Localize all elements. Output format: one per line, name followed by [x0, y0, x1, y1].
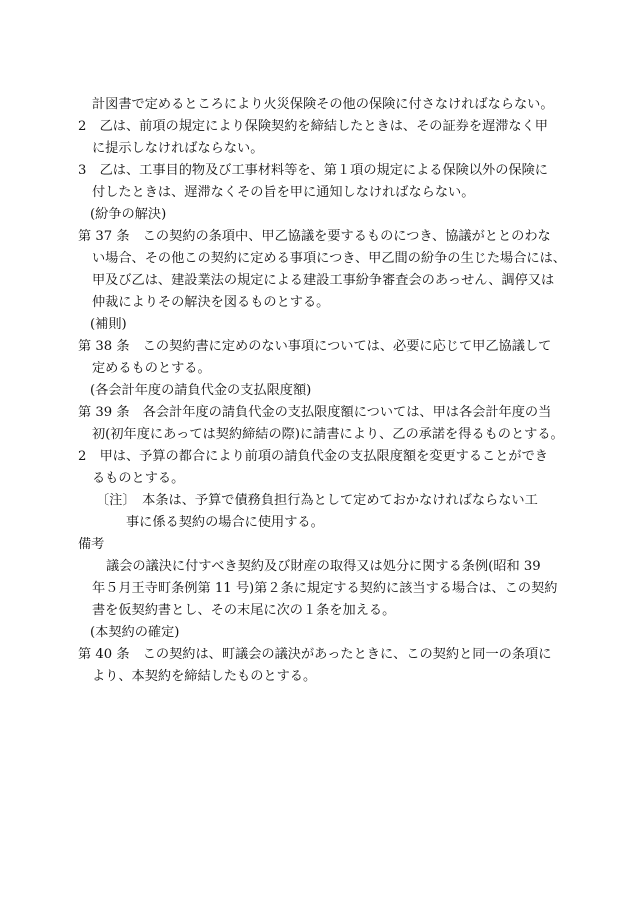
section-heading: (補則) — [90, 317, 127, 332]
text-line: 仲裁によりその解決を図るものとする。 — [92, 295, 330, 310]
article-line: 第 40 条 この契約は、町議会の議決があったときに、この契約と同一の条項に — [78, 647, 552, 662]
text-line: 初(初年度にあっては契約締結の際)に請書により、乙の承諾を得るものとする。 — [92, 427, 564, 442]
note-line: 事に係る契約の場合に使用する。 — [126, 515, 324, 530]
text-line: 年５月王寺町条例第 11 号)第２条に規定する契約に該当する場合は、この契約 — [92, 581, 558, 596]
text-line: 定めるものとする。 — [92, 361, 211, 376]
text-line: 3 乙は、工事目的物及び工事材料等を、第１項の規定による保険以外の保険に — [78, 163, 548, 178]
section-heading: (紛争の解決) — [90, 207, 167, 222]
note-line: 〔注〕 本条は、予算で債務負担行為として定めておかなければならない工 — [96, 493, 538, 508]
text-line: 2 乙は、前項の規定により保険契約を締結したときは、その証券を遅滞なく甲 — [78, 119, 548, 134]
text-line: るものとする。 — [92, 471, 185, 486]
text-line: より、本契約を締結したものとする。 — [92, 669, 317, 684]
article-line: 第 37 条 この契約の条項中、甲乙協議を要するものにつき、協議がととのわな — [78, 229, 551, 244]
article-line: 第 39 条 各会計年度の請負代金の支払限度額については、甲は各会計年度の当 — [78, 405, 552, 420]
remarks-heading: 備考 — [78, 537, 105, 552]
section-heading: (本契約の確定) — [90, 625, 180, 640]
text-line: に提示しなければならない。 — [92, 141, 264, 156]
text-line: 甲及び乙は、建設業法の規定による建設工事紛争審査会のあっせん、調停又は — [92, 273, 555, 288]
text-line: 2 甲は、予算の都合により前項の請負代金の支払限度額を変更することができ — [78, 449, 548, 464]
text-line: 計図書で定めるところにより火災保険その他の保険に付さなければならない。 — [92, 97, 554, 112]
text-line: 付したときは、遅滞なくその旨を甲に通知しなければならない。 — [92, 185, 475, 200]
article-line: 第 38 条 この契約書に定めのない事項については、必要に応じて甲乙協議して — [78, 339, 552, 354]
text-line: い場合、その他この契約に定める事項につき、甲乙間の紛争の生じた場合には、 — [92, 251, 566, 266]
text-line: 議会の議決に付すべき契約及び財産の取得又は処分に関する条例(昭和 39 — [106, 559, 541, 574]
section-heading: (各会計年度の請負代金の支払限度額) — [90, 383, 312, 398]
text-line: 書を仮契約書とし、その末尾に次の１条を加える。 — [92, 603, 396, 618]
